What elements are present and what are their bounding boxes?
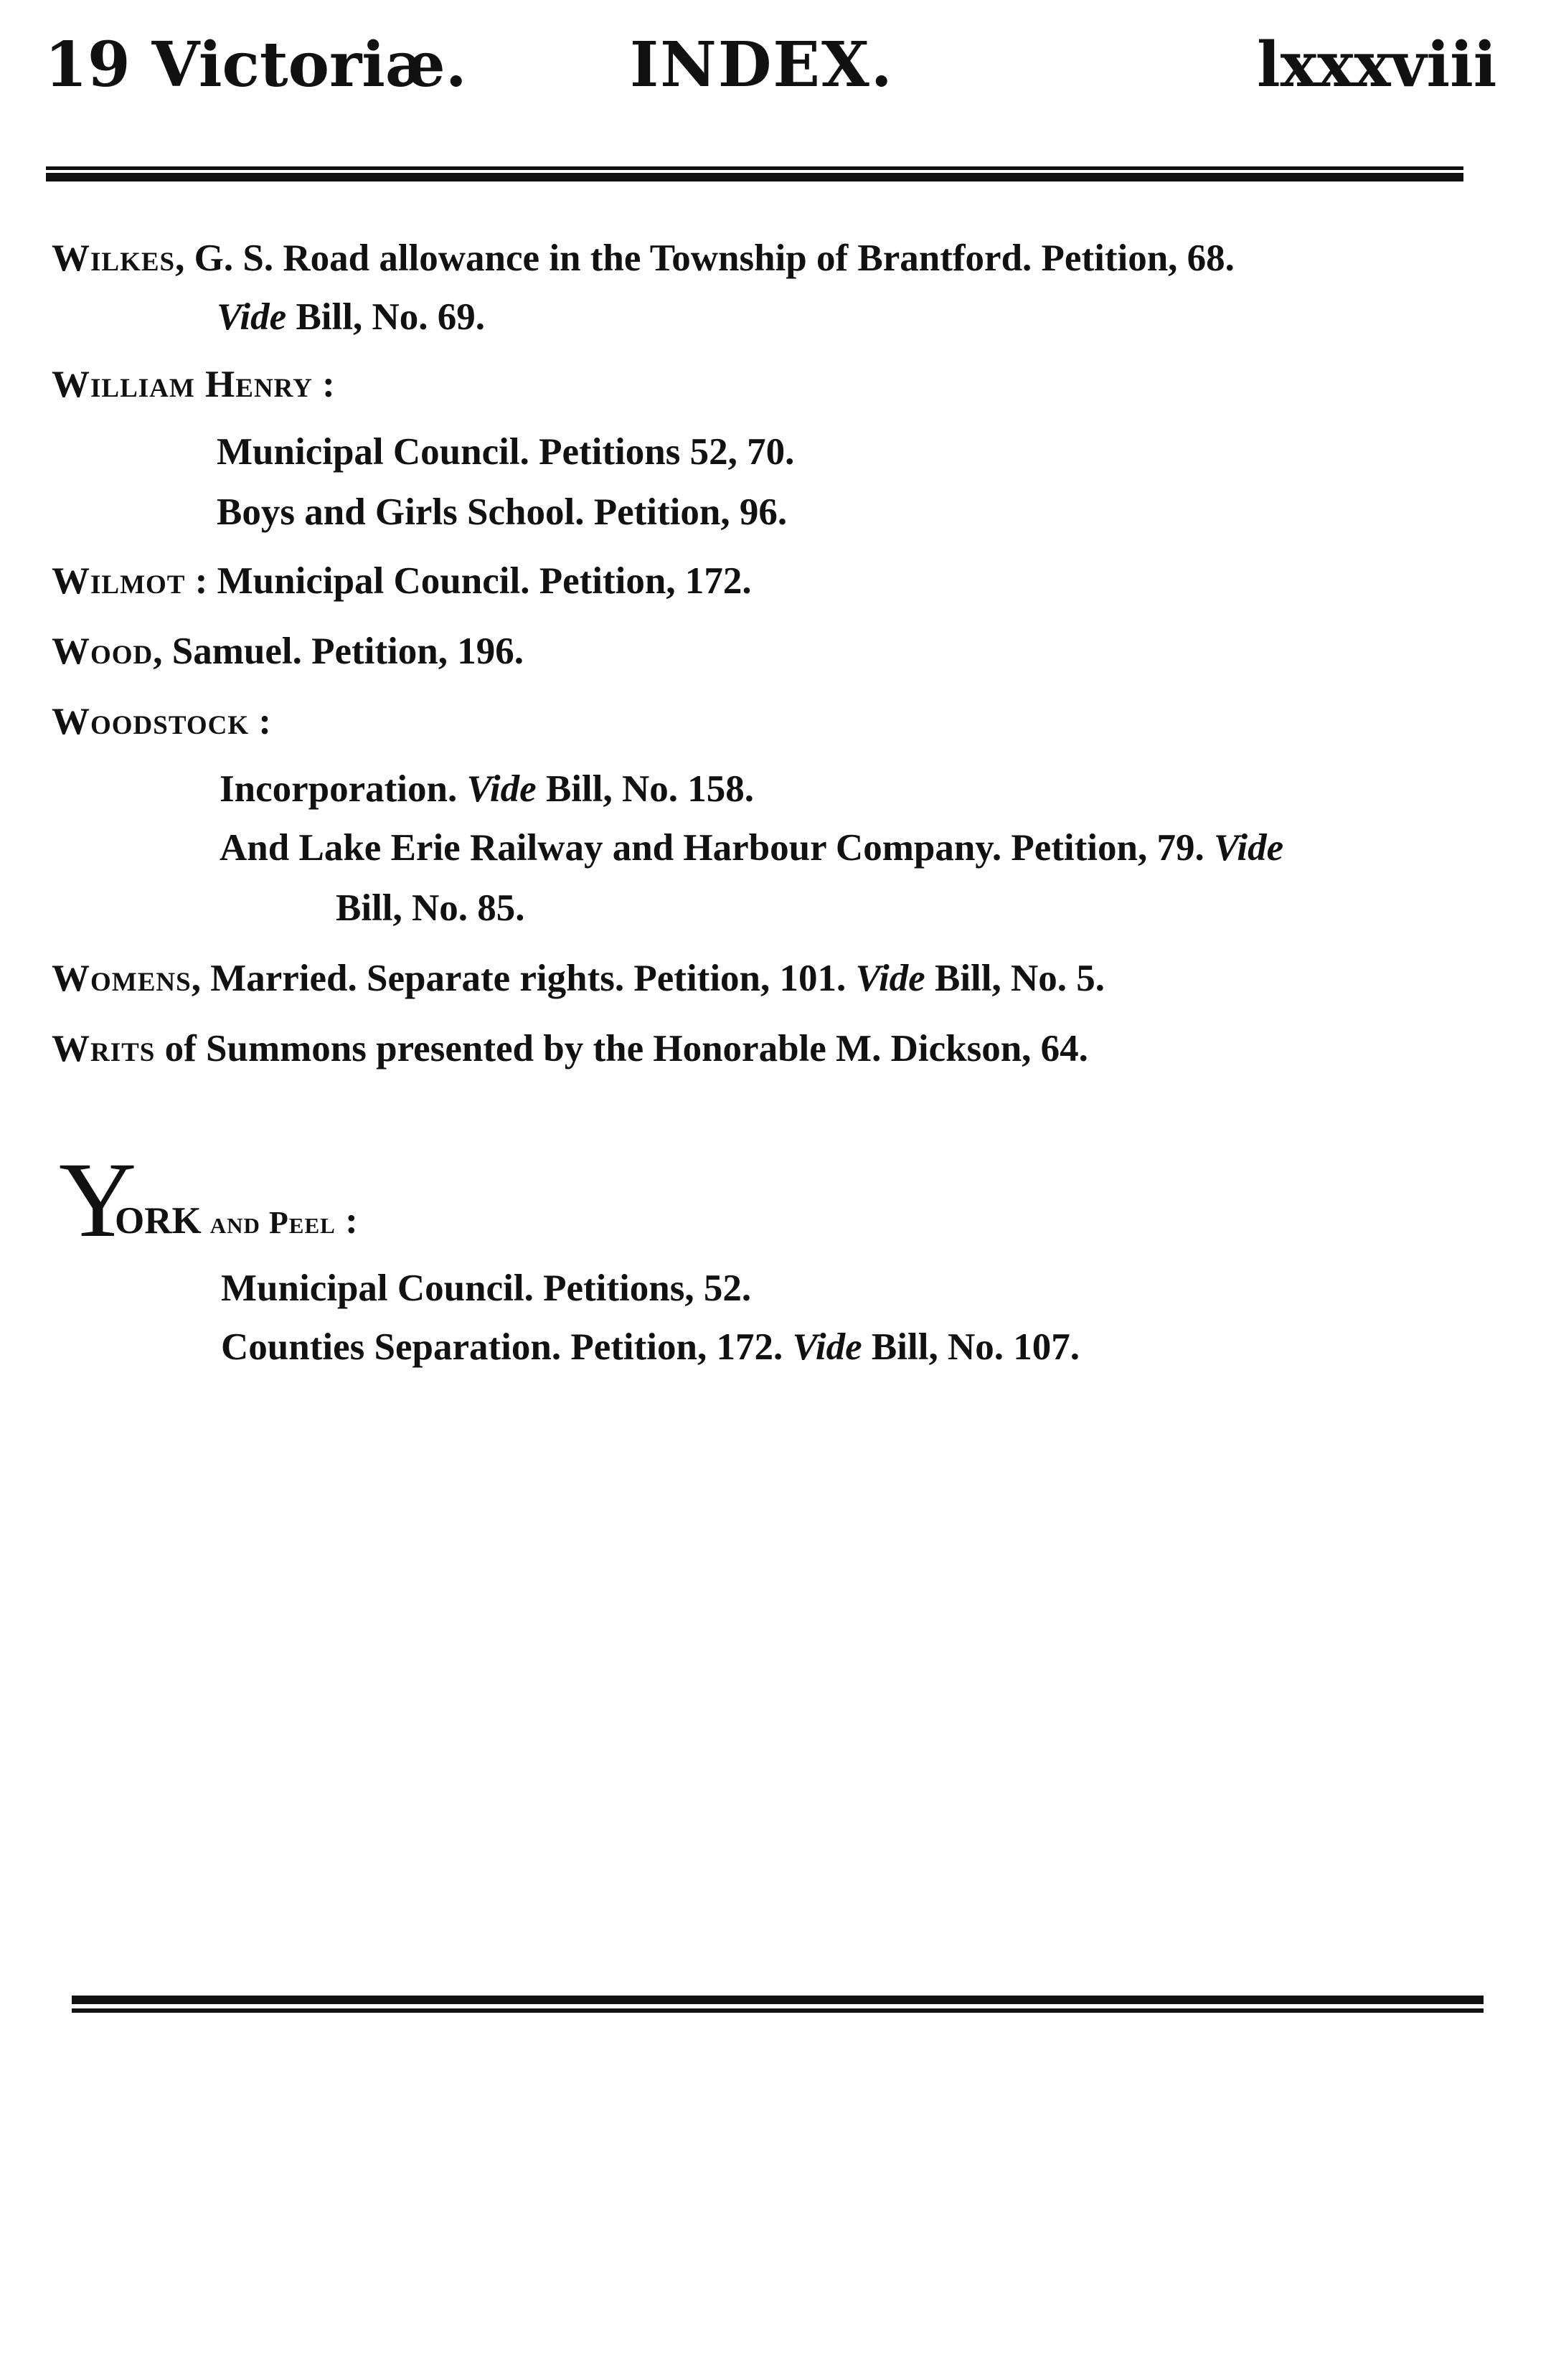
entry-woodstock — [52, 703, 271, 741]
vide-reference: Vide — [217, 296, 287, 338]
entry-heading: Woodstock — [52, 701, 250, 742]
entry-text: And Lake Erie Railway and Harbour Company. Petition, 79. — [220, 827, 1214, 869]
vide-reference: Vide — [1214, 827, 1284, 869]
subentry-william-henry-school: Boys and Girls School. Petition, 96. — [217, 491, 788, 533]
entry-wood — [52, 633, 524, 671]
entry-william-henry — [52, 366, 335, 404]
entry-heading: Wilkes — [52, 237, 176, 279]
entry-womens — [52, 960, 1105, 998]
vide-reference: Vide — [855, 958, 925, 999]
entry-writs — [52, 1030, 1088, 1068]
entry-wilmot — [52, 562, 752, 600]
entry-text: of Summons presented by the Honorable M. Dickson, 64. — [155, 1028, 1088, 1069]
entry-text: , Married. Separate rights. Petition, 101. — [191, 958, 856, 999]
entry-heading-small-caps: and Peel — [201, 1205, 336, 1240]
entry-text: : — [312, 364, 335, 405]
entry-text: : Municipal Council. Petition, 172. — [185, 560, 752, 602]
subentry-woodstock-railway — [220, 829, 1283, 867]
subentry-york-separation — [221, 1328, 1080, 1366]
entry-text: : — [249, 701, 272, 742]
entry-text: : — [335, 1200, 358, 1242]
subentry-woodstock-railway-continued: Bill, No. 85. — [336, 887, 525, 929]
subentry-york-council: Municipal Council. Petitions, 52. — [221, 1267, 752, 1309]
entry-wilkes — [52, 237, 1235, 279]
entry-heading: Writs — [52, 1028, 156, 1069]
drop-capital: Y — [59, 1141, 137, 1260]
running-header-left: 19 Victoriæ. — [44, 29, 467, 101]
entry-text: Bill, No. 158. — [536, 768, 754, 810]
entry-text: Counties Separation. Petition, 172. — [221, 1326, 793, 1368]
entry-text: Bill, No. 69. — [286, 296, 485, 338]
header-double-rule — [46, 166, 1463, 181]
running-header-title: INDEX. — [630, 29, 894, 101]
entry-wilkes-continued — [217, 298, 485, 336]
subentry-woodstock-incorporation — [220, 770, 754, 808]
entry-heading: Wood — [52, 631, 154, 672]
subentry-william-henry-council: Municipal Council. Petitions 52, 70. — [217, 431, 795, 473]
entry-text: , G. S. Road allowance in the Township of Brantford. Petition, 68. — [175, 237, 1235, 279]
entry-york-and-peel — [115, 1202, 358, 1240]
entry-text: Bill, No. 5. — [925, 958, 1105, 999]
vide-reference: Vide — [466, 768, 537, 810]
entry-heading: ORK — [115, 1200, 202, 1242]
entry-text: Incorporation. — [220, 768, 467, 810]
entry-heading: Wilmot — [52, 560, 186, 602]
entry-heading: Womens — [52, 958, 192, 999]
page-number: lxxxviii — [1257, 29, 1497, 101]
vide-reference: Vide — [792, 1326, 862, 1368]
entry-text: , Samuel. Petition, 196. — [153, 631, 524, 672]
entry-text: Bill, No. 107. — [862, 1326, 1080, 1368]
footer-double-rule — [72, 1996, 1484, 2013]
entry-heading: William Henry — [52, 364, 313, 405]
